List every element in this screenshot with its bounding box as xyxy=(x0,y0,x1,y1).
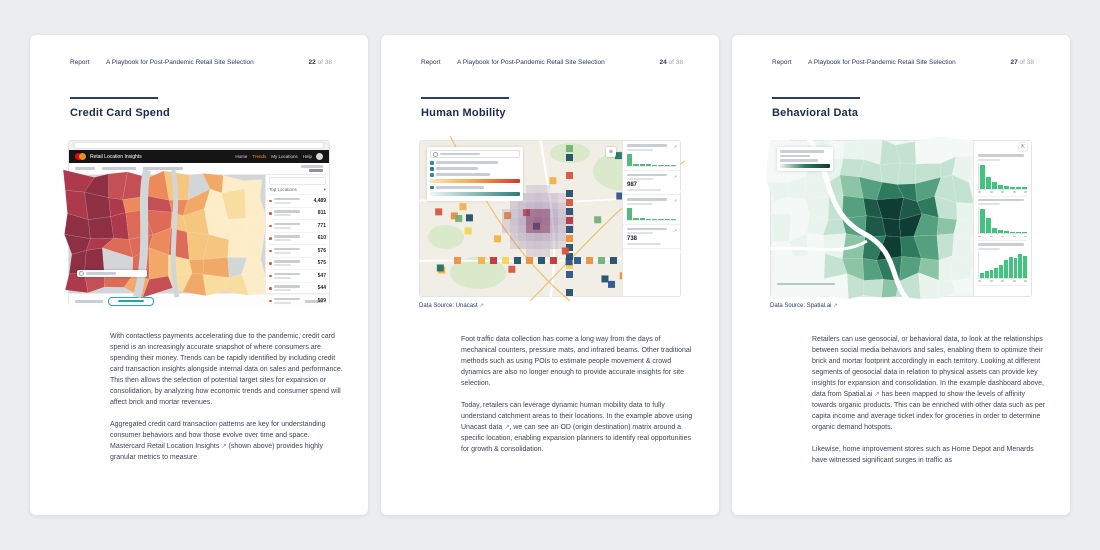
histogram-bar xyxy=(1014,258,1018,277)
metrics-panel xyxy=(622,141,680,296)
histogram-bar xyxy=(998,230,1003,233)
nav-my-locations: My Locations xyxy=(271,154,298,159)
mastercard-dashboard-screenshot xyxy=(68,140,330,305)
mini-bar-chart xyxy=(627,153,676,167)
bar xyxy=(671,165,676,166)
external-link-icon[interactable]: ↗ xyxy=(504,424,510,431)
external-link-icon: ↗ xyxy=(673,198,677,203)
layer-checkbox xyxy=(430,161,434,165)
page-number: 24 of 38 xyxy=(659,59,683,66)
histogram-card xyxy=(978,197,1027,242)
external-link-icon[interactable]: ↗ xyxy=(479,303,484,309)
mini-bar-chart xyxy=(627,207,676,221)
histogram-bar xyxy=(980,165,985,189)
bar xyxy=(640,218,645,219)
external-link-icon: ↗ xyxy=(673,173,677,179)
histogram-bar xyxy=(986,177,991,189)
histogram-bar xyxy=(994,268,998,278)
histogram-bar xyxy=(1022,187,1027,188)
location-pin-icon xyxy=(269,250,272,253)
paragraph: Likewise, home improvement stores such as Home Depot and Menards have witnessed significant surges in traffic as xyxy=(812,446,1034,464)
mastercard-logo-icon xyxy=(75,153,86,160)
histogram-bar xyxy=(1004,186,1009,189)
section-title: Human Mobility xyxy=(421,107,506,119)
section-title: Credit Card Spend xyxy=(70,107,170,119)
density-gradient-legend xyxy=(430,179,520,183)
layers-panel xyxy=(427,147,523,201)
location-value: 610 xyxy=(317,235,326,242)
location-value: 509 xyxy=(317,297,326,304)
location-pin-icon xyxy=(269,300,272,303)
metric-card xyxy=(623,171,680,196)
histogram-bar xyxy=(985,271,989,277)
external-link-icon: ↗ xyxy=(673,144,677,149)
map-attribution xyxy=(777,275,835,293)
page-header xyxy=(772,59,1034,66)
report-label: Report xyxy=(772,59,792,66)
report-title: A Playbook for Post-Pandemic Retail Site Selection xyxy=(457,59,605,66)
bar xyxy=(646,164,651,165)
nav-home: Home xyxy=(235,154,248,159)
location-row xyxy=(269,232,326,245)
location-pin-icon xyxy=(269,225,272,228)
page-header xyxy=(70,59,332,66)
location-value: 547 xyxy=(317,272,326,279)
location-value: 544 xyxy=(317,285,326,292)
layers-search-input xyxy=(430,150,520,158)
histogram-card xyxy=(978,152,1027,197)
data-source-caption: Data Source: Unacast ↗ xyxy=(419,303,484,309)
histogram-bar xyxy=(992,182,997,189)
follow-area-pill xyxy=(108,297,154,306)
unacast-dashboard-screenshot xyxy=(419,140,681,297)
body-text xyxy=(461,334,696,466)
affinity-gradient-legend xyxy=(780,164,830,168)
histogram-bar xyxy=(1018,254,1022,278)
nav-help: Help xyxy=(302,154,312,159)
location-value: 575 xyxy=(317,260,326,267)
external-link-icon: ↗ xyxy=(673,227,677,233)
bar xyxy=(658,165,663,166)
report-page-human-mobility xyxy=(381,35,719,515)
location-pin-icon xyxy=(269,200,272,203)
histogram-card xyxy=(978,241,1027,286)
bar xyxy=(640,164,645,165)
metric-card xyxy=(623,141,680,171)
histogram-bar xyxy=(998,185,1003,189)
bar xyxy=(665,165,670,166)
location-value: 771 xyxy=(317,222,326,229)
report-title: A Playbook for Post-Pandemic Retail Site Selection xyxy=(106,59,254,66)
histogram-bar xyxy=(999,265,1003,278)
bar xyxy=(627,154,632,166)
location-row xyxy=(269,244,326,257)
bar xyxy=(652,219,657,220)
paragraph: Retailers can use geosocial, or behavioral data, to look at the relationships between social media behaviors and sales, enabling them to optimize their brick and mortar footprint accordingly in each territory. Looking at different segments of geosocial data in relation to physical assets can provide key insights for expansion and consolidation. In the example dashboard above, data from Spatial.ai ↗ has been mapped to show the levels of affinity towards organic products. This can be enriched with other data such as per capita income and average ticket index for groceries in order to determine organic demand hotspots. xyxy=(812,336,1045,431)
histogram-bar xyxy=(980,209,985,233)
section-rule xyxy=(70,97,158,99)
histogram-bar xyxy=(1016,187,1021,188)
location-row xyxy=(269,257,326,270)
report-page-behavioral-data xyxy=(732,35,1070,515)
layer-checkbox xyxy=(430,173,434,177)
spatial-dashboard-screenshot xyxy=(770,140,1032,297)
panel-search-input xyxy=(269,177,326,185)
browser-bar xyxy=(69,141,329,150)
layer-checkbox xyxy=(430,167,434,171)
metric-card xyxy=(623,225,680,250)
location-row xyxy=(269,207,326,220)
histogram xyxy=(978,163,1027,190)
app-brand: Retail Location Insights xyxy=(90,153,142,160)
report-title: A Playbook for Post-Pandemic Retail Site Selection xyxy=(808,59,956,66)
map-legend-panel xyxy=(777,147,833,171)
map-search-box xyxy=(77,270,147,277)
location-value: 576 xyxy=(317,247,326,254)
histogram-bar xyxy=(980,273,984,278)
external-link-icon[interactable]: ↗ xyxy=(874,391,880,398)
bar xyxy=(633,218,638,219)
histogram-bar xyxy=(1010,187,1015,189)
search-icon xyxy=(79,271,84,276)
location-row xyxy=(269,269,326,282)
location-pin-icon xyxy=(269,237,272,240)
section-rule xyxy=(421,97,509,99)
chevron-down-icon: ▾ xyxy=(323,187,326,192)
histogram-bar xyxy=(1023,256,1027,278)
nav-trends: Trends xyxy=(252,154,267,159)
filters-toolbar xyxy=(69,163,329,175)
footfall-gradient-legend xyxy=(430,192,520,196)
histogram-bar xyxy=(1022,232,1027,233)
expand-icon: ⇱ xyxy=(1020,144,1026,150)
top-locations-panel xyxy=(265,175,329,304)
location-value: 811 xyxy=(317,210,326,217)
location-pin-icon xyxy=(269,287,272,290)
mastercard-navbar xyxy=(69,150,329,163)
bar xyxy=(658,219,663,220)
histogram-bar xyxy=(1004,231,1009,233)
location-row xyxy=(269,194,326,207)
histogram-bar xyxy=(1010,232,1015,233)
paragraph: With contactless payments accelerating due to the pandemic, credit card spend is an increasingly accurate snapshot of where consumers are spending their money. Trends can be rapidly identified by including credit card transaction insights alongside internal data on sales and performance. This then allows the selection of potential target sites for expansion or consolidation, by analyzing how economic trends and consumer spend will affect brick and mortar revenues. xyxy=(110,333,343,406)
bar xyxy=(633,164,638,166)
body-text xyxy=(110,331,345,474)
bar xyxy=(627,208,632,220)
external-link-icon[interactable]: ↗ xyxy=(833,303,838,309)
distribution-panel xyxy=(973,141,1031,296)
histogram-bar xyxy=(1009,257,1013,278)
map-tool-button: ⊕ xyxy=(606,147,616,157)
report-page-credit-card-spend xyxy=(30,35,368,515)
body-text xyxy=(812,334,1047,477)
metric-card xyxy=(623,195,680,225)
paragraph: Foot traffic data collection has come a long way from the days of mechanical counters, pressure mats, and infrared beams. Other traditional methods such as using POIs to estimate people movement & crowd dynamics are also no longer enough to provide accurate insights for site selection. xyxy=(461,336,692,387)
paragraph: Today, retailers can leverage dynamic human mobility data to fully understand catchment areas to their locations. In the example above using Unacast data ↗, we can see an OD (origin destination) matrix around a specific location, enabling expansion planners to identify real opportunities for growth & consolidation. xyxy=(461,402,693,453)
navbar-links xyxy=(235,154,312,159)
histogram-bar xyxy=(992,228,997,233)
layer-checkbox xyxy=(430,186,434,190)
location-row xyxy=(269,219,326,232)
histogram-bar xyxy=(1016,232,1021,233)
histogram xyxy=(978,252,1027,279)
external-link-icon[interactable]: ↗ xyxy=(221,443,227,450)
location-pin-icon xyxy=(269,262,272,265)
browser-url-bar xyxy=(74,142,324,149)
page-number: 27 of 38 xyxy=(1010,59,1034,66)
histogram xyxy=(978,207,1027,234)
section-rule xyxy=(772,97,860,99)
panel-title: Top Locations ▾ xyxy=(269,187,326,192)
paragraph: Aggregated credit card transaction patterns are key for understanding consumer behaviors and how those evolve over time and space. Mastercard Retail Location Insights ↗ (shown above) provides highly granular metrics to measure xyxy=(110,421,326,461)
location-pin-icon xyxy=(269,212,272,215)
histogram-bar xyxy=(1004,260,1008,278)
search-icon xyxy=(433,152,438,157)
histogram-bar xyxy=(986,218,991,233)
page-header xyxy=(421,59,683,66)
data-source-caption: Data Source: Spatial.ai ↗ xyxy=(770,303,838,309)
location-row xyxy=(269,282,326,295)
location-value: 4,489 xyxy=(313,197,326,204)
bar xyxy=(652,165,657,166)
metric-value: 987 xyxy=(627,181,638,188)
avatar xyxy=(316,153,323,160)
location-pin-icon xyxy=(269,275,272,278)
metric-value: 738 xyxy=(627,235,638,242)
report-label: Report xyxy=(70,59,90,66)
histogram-bar xyxy=(990,270,994,278)
total-spend-summary xyxy=(301,165,323,172)
bar xyxy=(646,219,651,220)
report-label: Report xyxy=(421,59,441,66)
location-row xyxy=(269,294,326,307)
section-title: Behavioral Data xyxy=(772,107,859,119)
page-number: 22 of 38 xyxy=(308,59,332,66)
